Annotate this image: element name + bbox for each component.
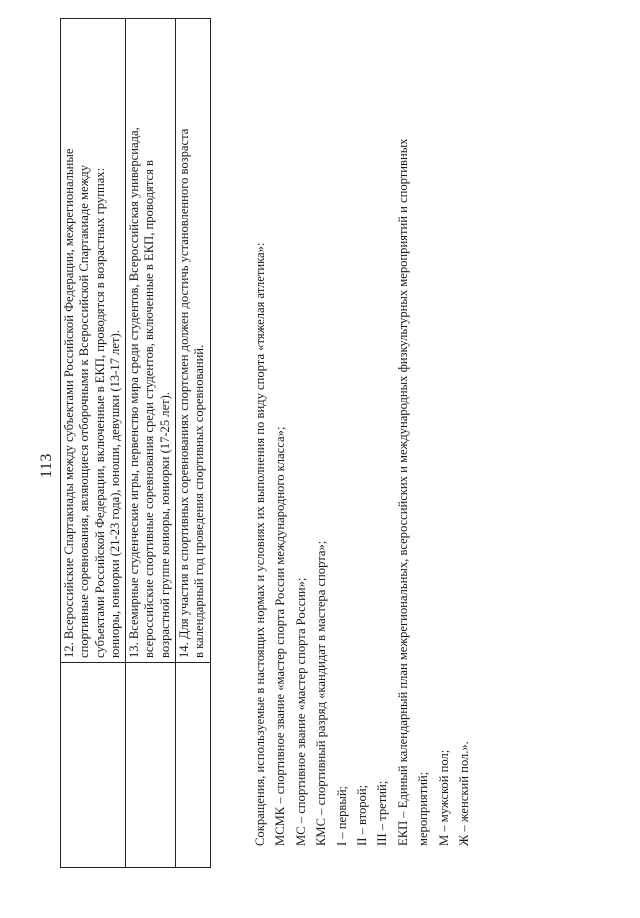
text-line: всероссийские спортивные соревнования среди студентов, включенные в ЕКП, проводятся в <box>142 160 157 658</box>
text-line: юниоры, юниорки (21-23 года), юноши, девушки (13-17 лет). <box>107 330 122 658</box>
norms-table <box>60 18 211 868</box>
text-line: 13. Всемирные студенческие игры, первенство мира среди студентов, Всероссийская универсиада, <box>127 127 142 658</box>
abbreviations-block <box>250 26 474 846</box>
abbreviation-item: мероприятий; <box>416 771 431 846</box>
page-number: 113 <box>38 453 55 478</box>
abbreviation-item: МС – спортивное звание «мастер спорта России»; <box>293 577 308 846</box>
abbreviation-item: II – второй; <box>355 784 370 846</box>
text-line: субъектами Российской Федерации, включенные в ЕКП, проводятся в возрастных группах: <box>92 167 107 658</box>
table-row <box>61 19 126 868</box>
text-line: 14. Для участия в спортивных соревнованиях спортсмен должен достичь установленного возраста <box>177 128 192 658</box>
table-cell-text <box>61 19 126 663</box>
text-line: в календарный год проведения спортивных соревнований. <box>192 344 207 658</box>
table-cell-empty <box>176 663 211 868</box>
table-row <box>176 19 211 868</box>
abbreviation-item: МСМК – спортивное звание «мастер спорта России международного класса»; <box>273 426 288 846</box>
text-line: спортивные соревнования, являющиеся отборочными к Всероссийской Спартакиаде между <box>77 165 92 658</box>
abbreviation-item: Ж – женский пол.». <box>457 741 472 846</box>
abbreviation-item: КМС – спортивный разряд «кандидат в мастера спорта»; <box>314 540 329 846</box>
abbreviation-item: М – мужской пол; <box>436 749 451 846</box>
abbreviation-item: I – первый; <box>334 785 349 846</box>
table-cell-text <box>176 19 211 663</box>
table-cell-text <box>126 19 176 663</box>
abbreviation-item: III – третий; <box>375 780 390 846</box>
text-line: возрастной группе юниоры, юниорки (17-25 лет). <box>157 391 172 658</box>
table-cell-empty <box>126 663 176 868</box>
table-row <box>126 19 176 868</box>
abbreviations-intro: Сокращения, используемые в настоящих нормах и условиях их выполнения по виду спорта «тяжелая атлетика»: <box>253 242 267 846</box>
abbreviation-item: ЕКП – Единый календарный план межрегиональных, всероссийских и международных физкультурных мероприятий и спортивных <box>395 138 410 846</box>
table-cell-empty <box>61 663 126 868</box>
text-line: 12. Всероссийские Спартакиады между субъектами Российской Федерации, межрегиональные <box>62 148 76 658</box>
